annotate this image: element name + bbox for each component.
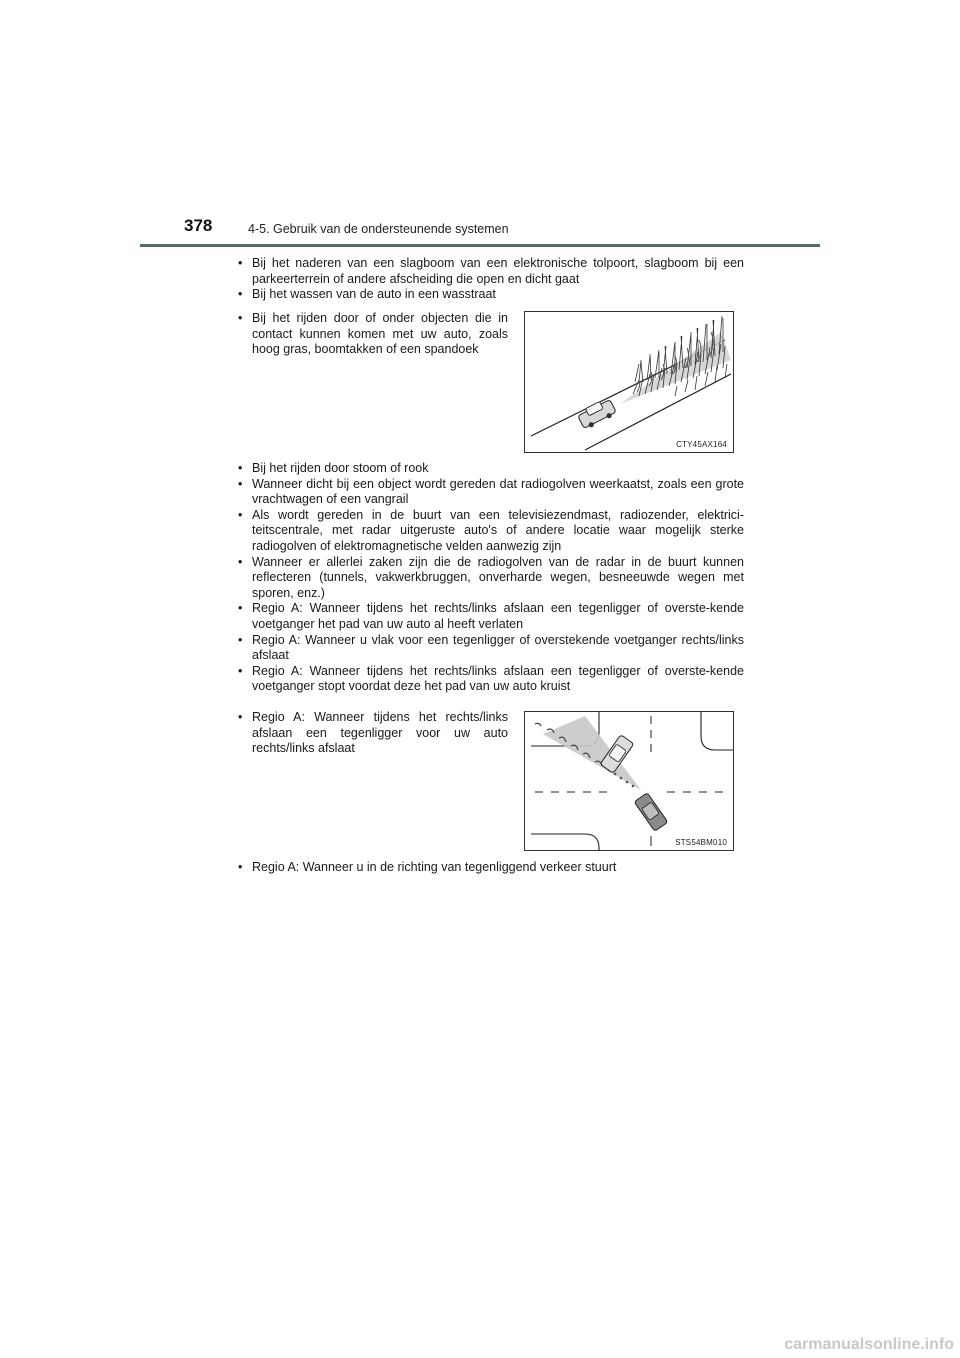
- bullet-glyph: •: [238, 311, 243, 325]
- bullet-glyph: •: [238, 554, 243, 569]
- bullet-glyph: •: [238, 476, 243, 491]
- bullet-list-bottom: [238, 860, 744, 876]
- bullet-glyph: •: [238, 710, 243, 724]
- list-item: • Regio A: Wanneer tijdens het rechts/links afslaan een tegenligger of overste-kende voetganger stopt voordat deze het pad van uw auto kruist: [238, 663, 744, 694]
- list-item: • Bij het naderen van een slagboom van een elektronische tolpoort, slagboom bij een parkeerterrein of andere afscheiding die open en dicht gaat: [238, 256, 744, 286]
- list-item: • Regio A: Wanneer u vlak voor een tegenligger of overstekende voetganger rechts/links afslaat: [238, 632, 744, 663]
- list-item: • Regio A: Wanneer tijdens het rechts/links afslaan een tegenligger of overste-kende voetganger het pad van uw auto al heeft verlaten: [238, 601, 744, 631]
- bullet-glyph: •: [238, 632, 243, 647]
- watermark: carmanualsonline.info: [784, 1336, 954, 1353]
- list-item: • Bij het rijden door stoom of rook: [238, 461, 429, 475]
- figure-code: CTY45AX164: [676, 440, 727, 449]
- list-item: • Regio A: Wanneer u in de richting van tegenliggend verkeer stuurt: [238, 860, 617, 874]
- page-number: 378: [184, 216, 213, 235]
- list-item: • Bij het rijden door of onder objecten die in contact kunnen komen met uw auto, zoals hoog gras, boomtakken of een spandoek: [238, 311, 508, 357]
- illustration-car-tall-grass: [524, 311, 734, 453]
- bullet-list-middle: [238, 461, 744, 695]
- bullet-list-figure1: [238, 311, 508, 358]
- illustration-intersection-turn: [524, 711, 734, 851]
- bullet-glyph: •: [238, 601, 243, 616]
- figure-code: STS54BM010: [675, 838, 727, 847]
- grass-scene-graphic: [525, 312, 733, 452]
- intersection-scene-graphic: [525, 712, 733, 850]
- bullet-glyph: •: [238, 507, 243, 522]
- bullet-list-figure2: [238, 710, 508, 757]
- list-item: • Wanneer dicht bij een object wordt gereden dat radiogolven weerkaatst, zoals een grote vrachtwagen of een vangrail: [238, 476, 744, 507]
- bullet-glyph: •: [238, 461, 243, 475]
- header-divider: [140, 244, 820, 247]
- list-item: • Wanneer er allerlei zaken zijn die de radiogolven van de radar in de buurt kunnen reflecteren (tunnels, vakwerkbruggen, onverharde wegen, besneeuwde wegen met sporen, enz.): [238, 554, 744, 600]
- list-item: • Als wordt gereden in de buurt van een televisiezendmast, radiozender, elektrici-teitscentrale, met radar uitgeruste auto's of andere locatie waar mogelijk sterke radiogolven of elektromagnetische velden aanwezig zijn: [238, 507, 744, 553]
- bullet-glyph: •: [238, 663, 243, 678]
- bullet-glyph: •: [238, 256, 243, 270]
- section-title: 4-5. Gebruik van de ondersteunende systemen: [248, 222, 509, 236]
- bullet-list-top: [238, 256, 744, 303]
- list-item: • Bij het wassen van de auto in een wasstraat: [238, 287, 496, 302]
- bullet-glyph: •: [238, 860, 243, 874]
- bullet-glyph: •: [238, 287, 243, 302]
- list-item: • Regio A: Wanneer tijdens het rechts/links afslaan een tegenligger voor uw auto rechts/links afslaat: [238, 710, 508, 756]
